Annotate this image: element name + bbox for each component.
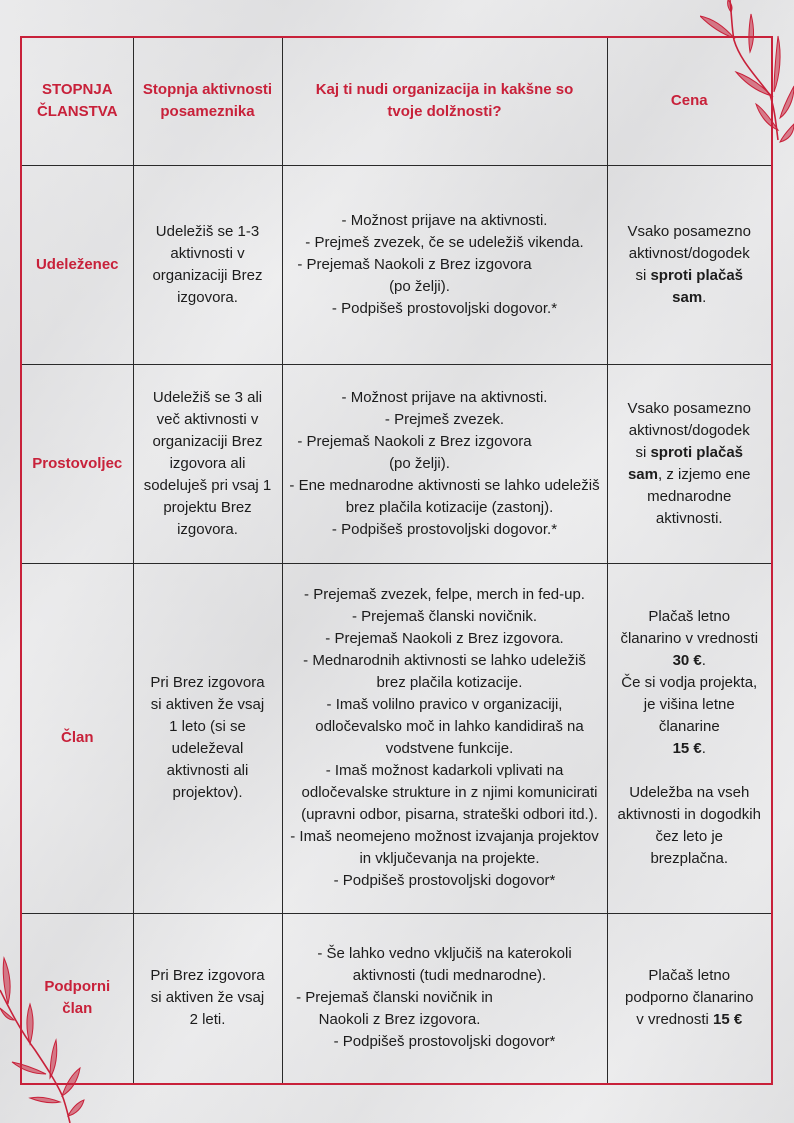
membership-level: Član <box>22 563 133 913</box>
benefits-list <box>282 563 607 913</box>
price-description <box>607 364 771 563</box>
benefit-item: - Podpišeš prostovoljski dogovor* <box>289 870 601 892</box>
price-text: Če si vodja projekta, je višina letne članarine <box>621 674 758 735</box>
benefit-item: - Še lahko vedno vključiš na katerokoli aktivnosti (tudi mednarodne). <box>289 943 601 987</box>
benefit-item: - Mednarodnih aktivnosti se lahko udeležiš brez plačila kotizacije. <box>289 650 601 694</box>
table-row <box>22 913 771 1083</box>
activity-description: Udeležiš se 3 ali več aktivnosti v organizaciji Brez izgovora ali sodeluješ pri vsaj 1 projektu Brez izgovora. <box>133 364 282 563</box>
benefit-item: - Prejemaš Naokoli z Brez izgovora (po želji). <box>289 431 601 475</box>
benefit-item: - Prejemaš zvezek, felpe, merch in fed-up. <box>289 584 601 606</box>
benefit-item: - Prejemaš Naokoli z Brez izgovora. <box>289 628 601 650</box>
activity-description: Pri Brez izgovora si aktiven že vsaj 1 leto (si se udeleževal aktivnosti ali projektov). <box>133 563 282 913</box>
activity-description: Pri Brez izgovora si aktiven že vsaj 2 leti. <box>133 913 282 1083</box>
benefit-item: - Imaš možnost kadarkoli vplivati na odločevalske strukture in z njimi komunicirati (upravni odbor, pisarna, strateški odbori itd.). <box>289 760 601 826</box>
price-note: Udeležba na vseh aktivnosti in dogodkih čez leto je brezplačna. <box>617 784 761 867</box>
price-text: Vsako posamezno aktivnost/dogodek si <box>627 222 751 284</box>
price-description: Plačaš letno članarino v vrednosti 30 €. Če si vodja projekta, je višina letne članarine 15 €. Udeležba na vseh aktivnosti in dogodkih čez leto je brezplačna. <box>607 563 771 913</box>
benefit-item: - Možnost prijave na aktivnosti. <box>289 210 601 232</box>
header-row <box>22 38 771 165</box>
activity-description: Udeležiš se 1-3 aktivnosti v organizaciji Brez izgovora. <box>133 165 282 364</box>
price-amount: 15 € <box>672 740 702 757</box>
header-price: Cena <box>607 38 771 165</box>
benefit-item: - Ene mednarodne aktivnosti se lahko udeležiš brez plačila kotizacije (zastonj). <box>289 475 601 519</box>
membership-level: Podporni član <box>22 913 133 1083</box>
table-row <box>22 563 771 913</box>
table-row <box>22 165 771 364</box>
price-amount: 30 € <box>672 652 702 669</box>
benefits-list <box>282 364 607 563</box>
benefit-item: - Prejemaš Naokoli z Brez izgovora (po želji). <box>289 254 601 298</box>
price-emphasis: sproti plačaš sam <box>627 443 744 483</box>
benefit-item: - Podpišeš prostovoljski dogovor.* <box>289 298 601 320</box>
membership-table <box>22 38 771 1083</box>
price-text: Plačaš letno članarino v vrednosti <box>620 608 759 647</box>
benefit-item: - Prejmeš zvezek. <box>289 409 601 431</box>
benefit-item: - Imaš volilno pravico v organizaciji, odločevalsko moč in lahko kandidiraš na vodstvene funkcije. <box>289 694 601 760</box>
benefit-item: - Podpišeš prostovoljski dogovor* <box>289 1031 601 1053</box>
header-benefits: Kaj ti nudi organizacija in kakšne so tvoje dolžnosti? <box>282 38 607 165</box>
price-text: . <box>702 288 707 306</box>
price-emphasis: 15 € <box>713 1011 743 1029</box>
benefit-item: - Imaš neomejeno možnost izvajanja projektov in vključevanja na projekte. <box>289 826 601 870</box>
benefits-list <box>282 165 607 364</box>
price-text: , z izjemo ene mednarodne aktivnosti. <box>647 465 751 527</box>
membership-level: Prostovoljec <box>22 364 133 563</box>
benefit-item: - Prejemaš članski novičnik in Naokoli z Brez izgovora. <box>289 987 601 1031</box>
header-activity-level: Stopnja aktivnosti posameznika <box>133 38 282 165</box>
header-membership-level: STOPNJA ČLANSTVA <box>22 38 133 165</box>
benefit-item: - Možnost prijave na aktivnosti. <box>289 387 601 409</box>
membership-level: Udeleženec <box>22 165 133 364</box>
table-row <box>22 364 771 563</box>
price-text: Vsako posamezno aktivnost/dogodek si <box>627 399 751 461</box>
price-text: Plačaš letno podporno članarino v vrednosti <box>625 967 754 1029</box>
benefit-item: - Podpišeš prostovoljski dogovor.* <box>289 519 601 541</box>
price-emphasis: sproti plačaš sam <box>650 266 744 306</box>
price-description <box>607 913 771 1083</box>
benefit-item: - Prejmeš zvezek, če se udeležiš vikenda. <box>289 232 601 254</box>
benefits-list <box>282 913 607 1083</box>
benefit-item: - Prejemaš članski novičnik. <box>289 606 601 628</box>
price-description <box>607 165 771 364</box>
